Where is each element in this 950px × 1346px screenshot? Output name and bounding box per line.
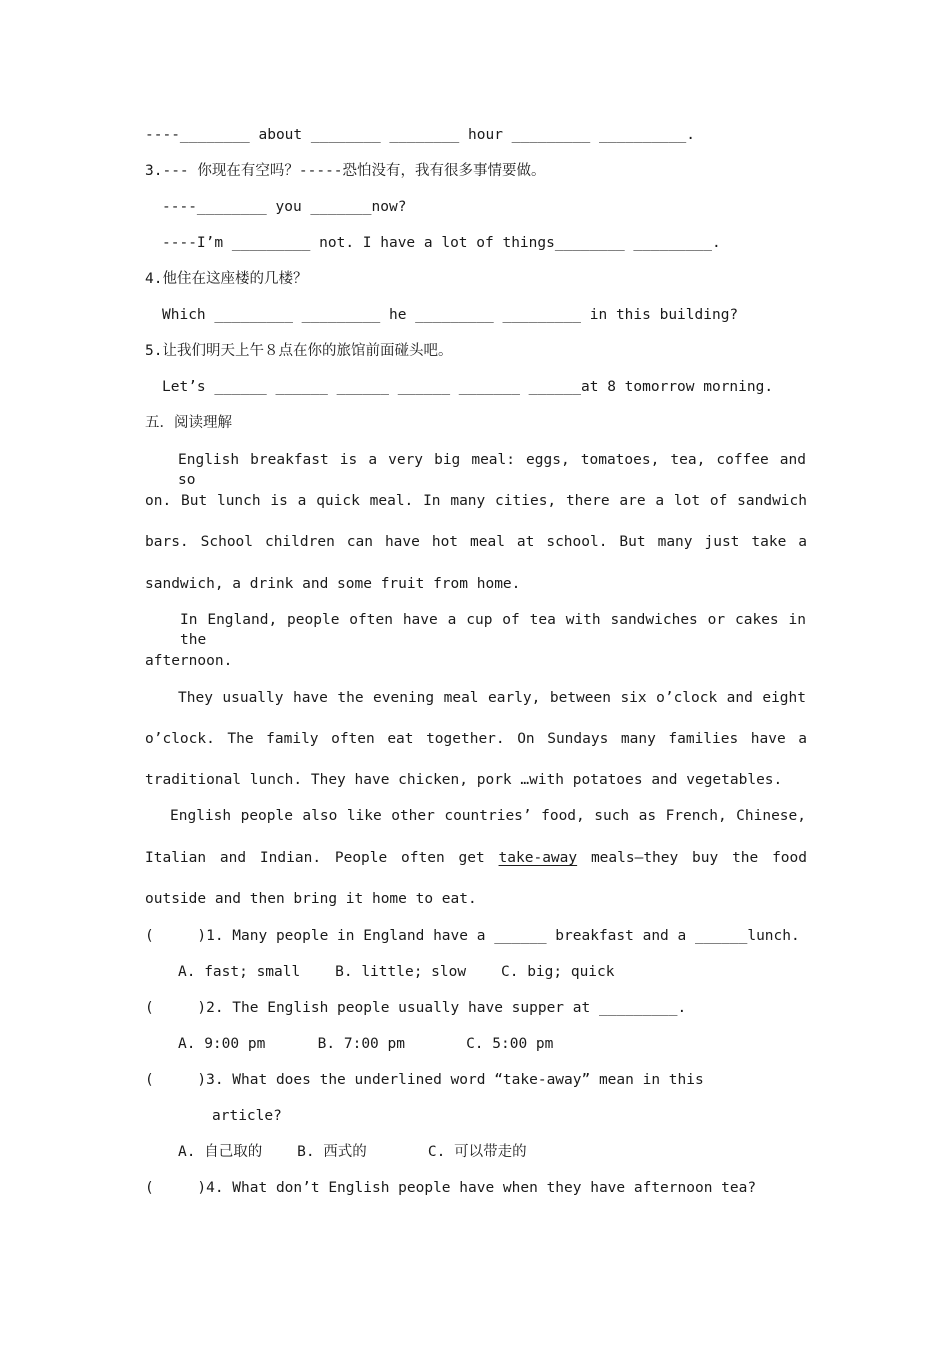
question-4: ( )4. What don’t English people have when they have afternoon tea? bbox=[145, 1180, 757, 1196]
passage-p2-line1: In England, people often have a cup of tea with sandwiches or cakes in the bbox=[180, 612, 806, 648]
translation-q4-chinese: 4.他住在这座楼的几楼？ bbox=[145, 271, 308, 287]
section-heading-reading: 五．阅读理解 bbox=[145, 415, 232, 431]
passage-p1-line2: on. But lunch is a quick meal. In many cities, there are a lot of sandwich bbox=[145, 493, 807, 509]
question-1: ( )1. Many people in England have a ______ breakfast and a ______lunch. bbox=[145, 928, 800, 944]
passage-p3-line1: They usually have the evening meal early, between six o’clock and eight bbox=[178, 690, 806, 706]
translation-q3-chinese: 3.--- 你现在有空吗？-----恐怕没有，我有很多事情要做。 bbox=[145, 163, 546, 179]
translation-q2-answer-line: ----________ about ________ ________ hour _________ __________. bbox=[145, 127, 695, 143]
passage-p4-line1: English people also like other countries’ food, such as French, Chinese, bbox=[170, 808, 806, 824]
translation-q5-chinese: 5.让我们明天上午８点在你的旅馆前面碰头吧。 bbox=[145, 343, 453, 359]
passage-p1-line3: bars. School children can have hot meal at school. But many just take a bbox=[145, 534, 807, 550]
passage-p1-line4: sandwich, a drink and some fruit from home. bbox=[145, 576, 521, 592]
question-3-options: A. 自己取的 B. 西式的 C. 可以带走的 bbox=[178, 1144, 527, 1160]
passage-p1-line1: English breakfast is a very big meal: eggs, tomatoes, tea, coffee and so bbox=[178, 452, 806, 488]
underlined-word-take-away: take-away bbox=[498, 850, 578, 866]
passage-p4-line2-before: Italian and Indian. People often get bbox=[145, 850, 499, 866]
passage-p2-line2: afternoon. bbox=[145, 653, 233, 669]
passage-p4-line2 bbox=[145, 848, 807, 868]
passage-p4-line3: outside and then bring it home to eat. bbox=[145, 891, 477, 907]
translation-q3-answer-a: ----________ you _______now? bbox=[162, 199, 407, 215]
question-3-line1: ( )3. What does the underlined word “take-away” mean in this bbox=[145, 1072, 704, 1088]
question-2-options: A. 9:00 pm B. 7:00 pm C. 5:00 pm bbox=[178, 1036, 554, 1052]
passage-p3-line2: o’clock. The family often eat together. On Sundays many families have a bbox=[145, 731, 807, 747]
translation-q5-answer: Let’s ______ ______ ______ ______ _______ ______at 8 tomorrow morning. bbox=[162, 379, 774, 395]
question-3-line2: article? bbox=[212, 1108, 282, 1124]
translation-q3-answer-b: ----I’m _________ not. I have a lot of things________ _________. bbox=[162, 235, 721, 251]
question-2: ( )2. The English people usually have supper at _________. bbox=[145, 1000, 687, 1016]
passage-p3-line3: traditional lunch. They have chicken, pork …with potatoes and vegetables. bbox=[145, 772, 783, 788]
question-1-options: A. fast; small B. little; slow C. big; quick bbox=[178, 964, 615, 980]
passage-p4-line2-after: meals—they buy the food bbox=[577, 850, 807, 866]
translation-q4-answer: Which _________ _________ he _________ _________ in this building? bbox=[162, 307, 739, 323]
